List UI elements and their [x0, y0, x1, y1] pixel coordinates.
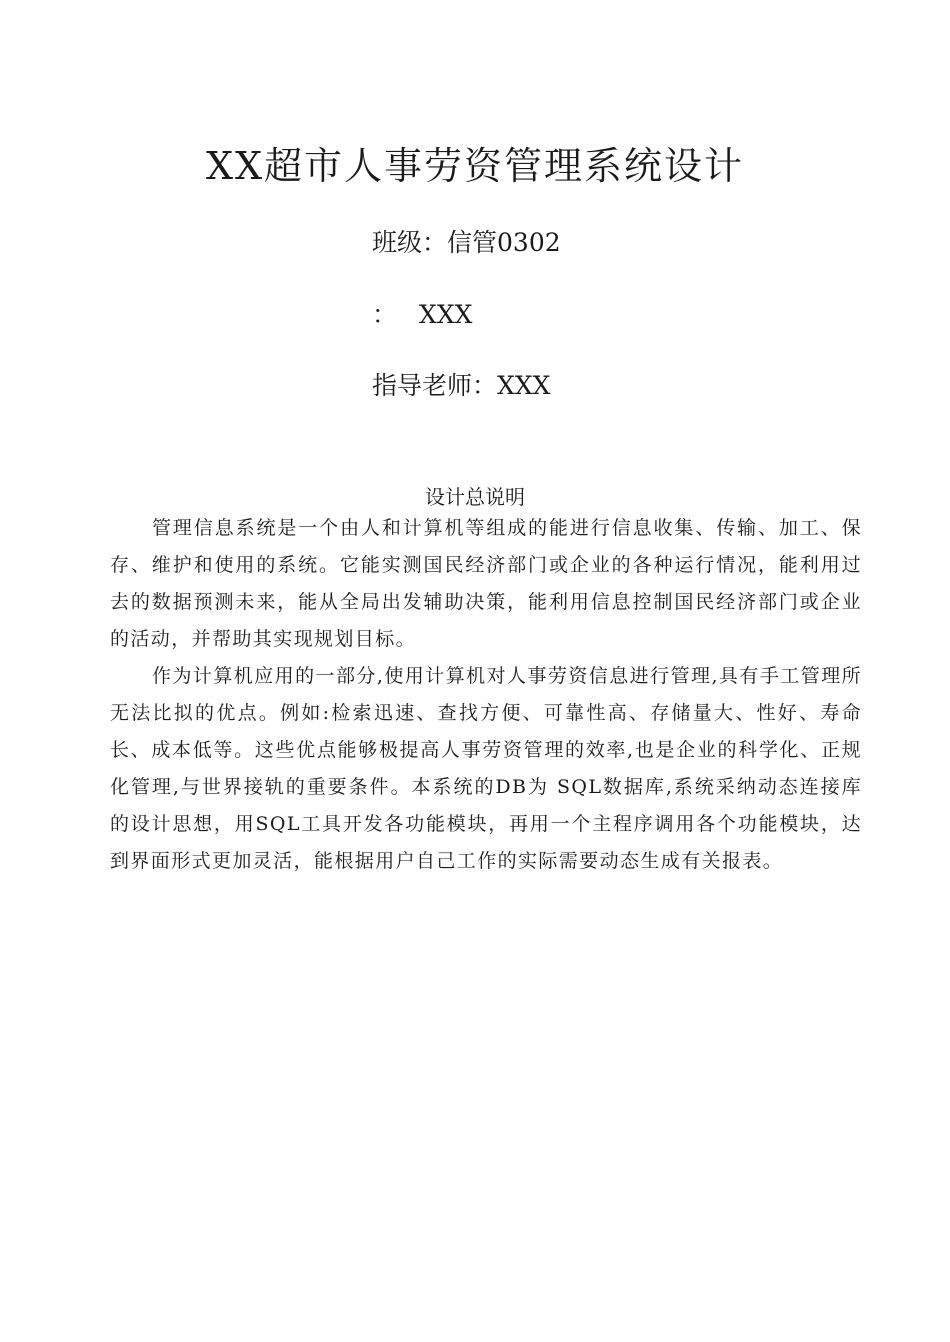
paragraph: 管理信息系统是一个由人和计算机等组成的能进行信息收集、传输、加工、保存、维护和使用的系统。它能实测国民经济部门或企业的各种运行情况，能利用过去的数据预测未来，能从全局出发辅助决策，能利用信息控制国民经济部门或企业的活动，并帮助其实现规划目标。 — [110, 517, 862, 650]
teacher-line — [372, 368, 550, 404]
name-line — [372, 297, 472, 333]
name-value: XXX — [419, 300, 473, 329]
teacher-value: XXX — [497, 371, 551, 400]
class-line — [372, 225, 561, 261]
section-heading: 设计总说明 — [425, 485, 525, 509]
body-text — [110, 510, 862, 880]
name-label: ： — [372, 300, 398, 329]
class-label: 班级： — [372, 228, 448, 257]
document-title: XX超市人事劳资管理系统设计 — [205, 144, 745, 188]
paragraph: 作为计算机应用的一部分,使用计算机对人事劳资信息进行管理,具有手工管理所无法比拟的优点。例如:检索迅速、查找方便、可靠性高、存储量大、性好、寿命长、成本低等。这些优点能够极提高人事劳资管理的效率,也是企业的科学化、正规化管理,与世界接轨的重要条件。本系统的DB为 SQL数据库,系统采纳动态连接库的设计思想，用SQL工具开发各功能模块，再用一个主程序调用各个功能模块，达到界面形式更加灵活，能根据用户自己工作的实际需要动态生成有关报表。 — [110, 665, 862, 872]
class-value: 信管0302 — [447, 228, 561, 257]
teacher-label: 指导老师： — [372, 371, 498, 400]
